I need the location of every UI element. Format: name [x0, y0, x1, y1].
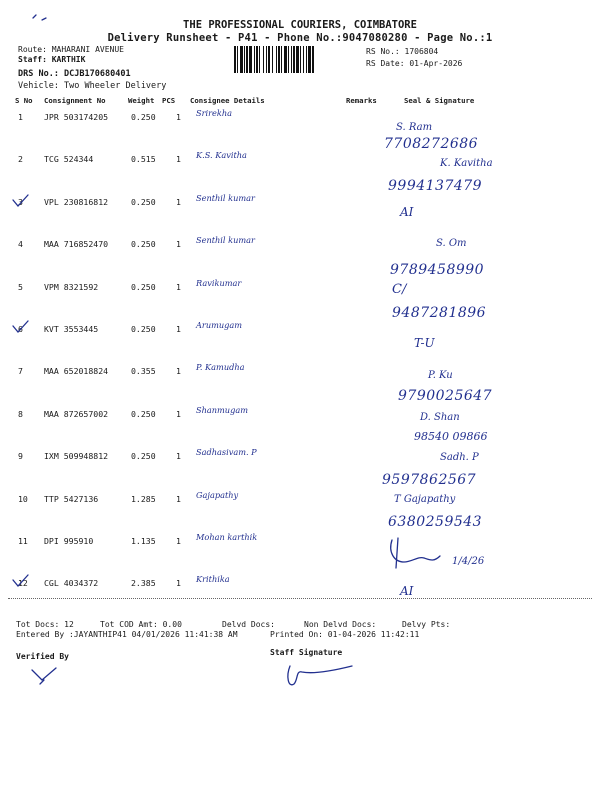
mark-12: AI — [400, 584, 414, 598]
row-pcs: 1 — [176, 112, 181, 122]
row-weight: 1.285 — [131, 494, 156, 504]
row-pcs: 1 — [176, 409, 181, 419]
row-pcs: 1 — [176, 536, 181, 546]
row-sno: 3 — [18, 197, 23, 207]
phone-7: 9790025647 — [398, 388, 493, 404]
row-consignee-handwritten: Senthil kumar — [196, 235, 255, 245]
row-sno: 4 — [18, 239, 23, 249]
row-sno: 12 — [18, 578, 28, 588]
mark-3: AI — [400, 205, 414, 219]
row-weight: 0.250 — [131, 409, 156, 419]
row-consignee-handwritten: Sadhasivam. P — [196, 447, 257, 457]
tot-cod-amt: Tot COD Amt: 0.00 — [100, 620, 182, 629]
row-pcs: 1 — [176, 366, 181, 376]
row-sno: 6 — [18, 324, 23, 334]
row-consignee-handwritten: Shanmugam — [196, 405, 248, 415]
date-11: 1/4/26 — [452, 556, 485, 567]
row-consignment-no: DPI 995910 — [44, 536, 94, 546]
row-weight: 0.250 — [131, 324, 156, 334]
row-consignee-handwritten: P. Kamudha — [196, 362, 245, 372]
signature-1: S. Ram — [396, 122, 433, 133]
row-consignee-handwritten: Gajapathy — [196, 490, 239, 500]
row-pcs: 1 — [176, 282, 181, 292]
col-pcs: PCS — [162, 96, 176, 105]
tick-mark-12 — [10, 572, 32, 590]
col-consignee: Consignee Details — [190, 96, 265, 105]
row-pcs: 1 — [176, 578, 181, 588]
row-pcs: 1 — [176, 494, 181, 504]
barcode — [234, 46, 360, 73]
row-consignment-no: MAA 652018824 — [44, 366, 109, 376]
row-consignment-no: MAA 872657002 — [44, 409, 109, 419]
row-sno: 11 — [18, 536, 28, 546]
row-consignment-no: KVT 3553445 — [44, 324, 99, 334]
mark-6: T-U — [414, 336, 435, 350]
entered-by: Entered By :JAYANTHIP41 04/01/2026 11:41:38 AM — [16, 630, 238, 639]
row-consignment-no: VPM 8321592 — [44, 282, 99, 292]
col-sno: S No — [15, 96, 33, 105]
non-delvd-docs: Non Delvd Docs: — [304, 620, 377, 629]
tick-mark-6 — [10, 318, 32, 336]
phone-2: 9994137479 — [388, 178, 483, 194]
row-consignee-handwritten: Krithika — [196, 574, 230, 584]
row-consignee-handwritten: Mohan karthik — [196, 532, 258, 542]
col-consignment: Consignment No — [44, 96, 106, 105]
drs-number: DRS No.: DCJB170680401 — [18, 69, 131, 79]
signature-2: K. Kavitha — [440, 158, 493, 169]
row-weight: 0.250 — [131, 197, 156, 207]
signature-5: C/ — [392, 282, 407, 297]
row-sno: 1 — [18, 112, 23, 122]
phone-8: 98540 09866 — [414, 430, 488, 443]
barcode-bar — [314, 46, 315, 73]
row-sno: 2 — [18, 154, 23, 164]
verified-by-label: Verified By — [16, 652, 69, 661]
row-consignment-no: MAA 716852470 — [44, 239, 109, 249]
row-consignment-no: JPR 503174205 — [44, 112, 109, 122]
phone-9: 9597862567 — [382, 472, 477, 488]
verified-by-signature — [28, 664, 62, 686]
tick-mark-3 — [10, 192, 32, 210]
row-consignment-no: VPL 230816812 — [44, 197, 109, 207]
row-consignee-handwritten: Ravikumar — [196, 278, 242, 288]
row-sno: 9 — [18, 451, 23, 461]
row-consignment-no: IXM 509948812 — [44, 451, 109, 461]
tot-docs: Tot Docs: 12 — [16, 620, 74, 629]
row-consignee-handwritten: Arumugam — [196, 320, 243, 330]
row-weight: 0.250 — [131, 451, 156, 461]
signature-10: T Gajapathy — [394, 494, 456, 505]
delvy-pts: Delvy Pts: — [402, 620, 451, 629]
row-sno: 5 — [18, 282, 23, 292]
row-weight: 0.250 — [131, 112, 156, 122]
vehicle-label: Vehicle: Two Wheeler Delivery — [18, 81, 167, 91]
phone-4: 9789458990 — [390, 262, 485, 278]
row-pcs: 1 — [176, 239, 181, 249]
row-sno: 10 — [18, 494, 28, 504]
row-sno: 8 — [18, 409, 23, 419]
row-sno: 7 — [18, 366, 23, 376]
printed-on: Printed On: 01-04-2026 11:42:11 — [270, 630, 420, 639]
signature-11-scribble — [384, 534, 444, 574]
phone-5: 9487281896 — [392, 305, 487, 321]
signature-7: P. Ku — [428, 370, 453, 381]
route-label: Route: MAHARANI AVENUE — [18, 45, 124, 54]
phone-1: 7708272686 — [384, 136, 479, 152]
row-pcs: 1 — [176, 451, 181, 461]
col-remarks: Remarks — [346, 96, 377, 105]
row-weight: 0.515 — [131, 154, 156, 164]
row-weight: 1.135 — [131, 536, 156, 546]
phone-10: 6380259543 — [388, 514, 483, 530]
footer-separator — [8, 598, 592, 599]
rs-date: RS Date: 01-Apr-2026 — [366, 59, 463, 68]
col-seal-signature: Seal & Signature — [404, 96, 475, 105]
row-consignee-handwritten: Senthil kumar — [196, 193, 255, 203]
row-consignment-no: CGL 4034372 — [44, 578, 99, 588]
row-pcs: 1 — [176, 324, 181, 334]
signature-9: Sadh. P — [440, 452, 479, 463]
staff-signature-label: Staff Signature — [270, 648, 343, 657]
staff-signature-mark — [282, 658, 362, 692]
staff-label: Staff: KARTHIK — [18, 55, 86, 64]
row-weight: 2.385 — [131, 578, 156, 588]
col-weight: Weight — [128, 96, 155, 105]
row-consignee-handwritten: Srirekha — [196, 108, 233, 118]
signature-8: D. Shan — [420, 412, 460, 423]
row-pcs: 1 — [176, 154, 181, 164]
row-weight: 0.250 — [131, 282, 156, 292]
runsheet-title: Delivery Runsheet - P41 - Phone No.:9047080280 - Page No.:1 — [107, 32, 493, 44]
delvd-docs: Delvd Docs: — [222, 620, 275, 629]
signature-4: S. Om — [436, 238, 467, 249]
row-weight: 0.355 — [131, 366, 156, 376]
row-consignment-no: TCG 524344 — [44, 154, 94, 164]
row-consignment-no: TTP 5427136 — [44, 494, 99, 504]
row-pcs: 1 — [176, 197, 181, 207]
rs-number: RS No.: 1706804 — [366, 47, 439, 56]
row-weight: 0.250 — [131, 239, 156, 249]
row-consignee-handwritten: K.S. Kavitha — [196, 150, 247, 160]
company-title: THE PROFESSIONAL COURIERS, COIMBATORE — [183, 19, 417, 31]
